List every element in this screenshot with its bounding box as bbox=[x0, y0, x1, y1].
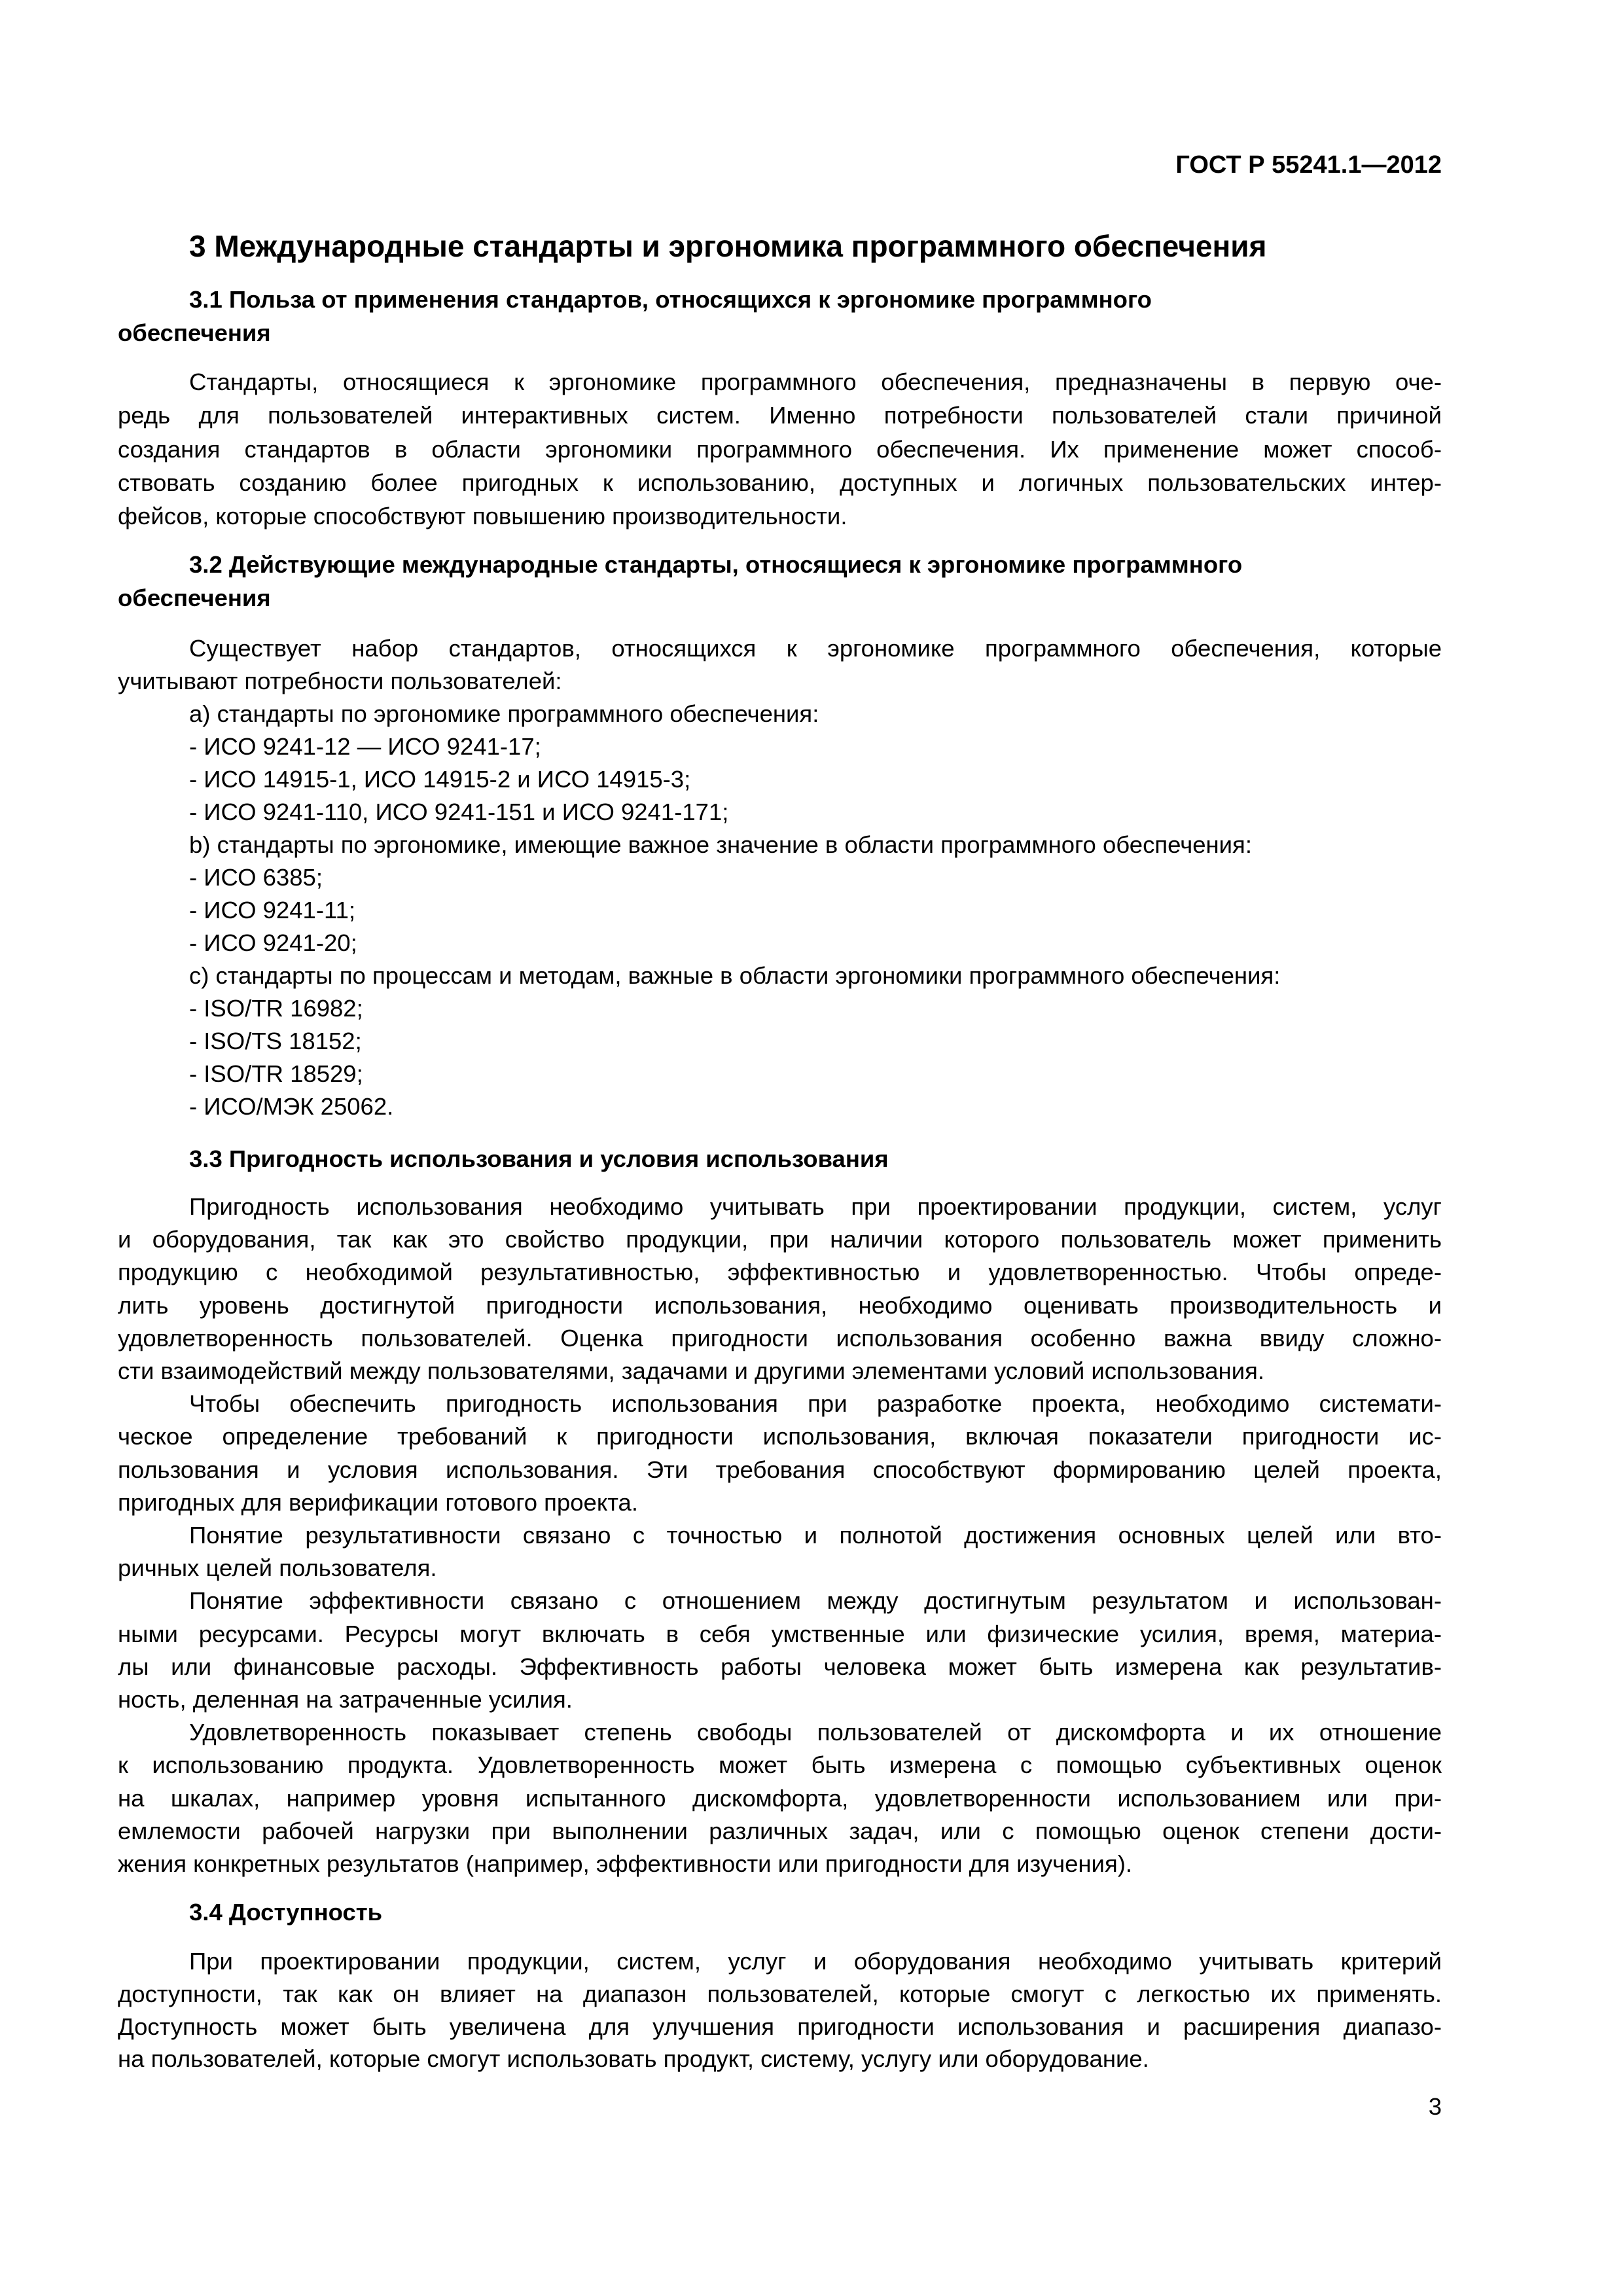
paragraph-line: емлемости рабочей нагрузки при выполнении различных задач, или с помощью оценок степени дости- bbox=[118, 1817, 1442, 1844]
paragraph-line: пользования и условия использования. Эти требования способствуют формированию целей проекта, bbox=[118, 1456, 1442, 1483]
list-item: - ИСО 9241-110, ИСО 9241-151 и ИСО 9241-171; bbox=[189, 798, 729, 825]
paragraph-line: ричных целей пользователя. bbox=[118, 1554, 437, 1582]
heading-line: 3.2 Действующие международные стандарты, относящиеся к эргономике программного bbox=[189, 551, 1243, 578]
paragraph-line: При проектировании продукции, систем, услуг и оборудования необходимо учитывать критерий bbox=[189, 1948, 1442, 1975]
paragraph bbox=[118, 1585, 1442, 1716]
standards-list bbox=[118, 698, 1442, 1123]
paragraph-line: продукцию с необходимой результативностью, эффективностью и удовлетворенностью. Чтобы опреде- bbox=[118, 1259, 1442, 1286]
heading-line: обеспечения bbox=[118, 319, 271, 347]
paragraph-line: на пользователей, которые смогут использовать продукт, систему, услугу или оборудование. bbox=[118, 2045, 1149, 2073]
paragraph-line: доступности, так как он влияет на диапазон пользователей, которые смогут с легкостью их применять. bbox=[118, 1980, 1442, 2007]
list-item: - ИСО 9241-11; bbox=[189, 897, 356, 924]
page-number: 3 bbox=[1428, 2093, 1442, 2120]
paragraph-line: сти взаимодействий между пользователями, задачами и другими элементами условий использования. bbox=[118, 1357, 1264, 1385]
list-item: - ИСО 9241-20; bbox=[189, 929, 357, 956]
heading-line: 3.4 Доступность bbox=[189, 1899, 383, 1926]
paragraph-line: Удовлетворенность показывает степень свободы пользователей от дискомфорта и их отношение bbox=[189, 1719, 1442, 1746]
heading-line: обеспечения bbox=[118, 584, 271, 612]
paragraph-line: Понятие эффективности связано с отношением между достигнутым результатом и использован- bbox=[189, 1587, 1442, 1615]
paragraph-line: на шкалах, например уровня испытанного дискомфорта, удовлетворенности использованием или при- bbox=[118, 1784, 1442, 1812]
list-item: - ISO/TS 18152; bbox=[189, 1028, 362, 1054]
paragraph-line: лить уровень достигнутой пригодности использования, необходимо оценивать производительность и bbox=[118, 1291, 1442, 1319]
paragraph-line: ческое определение требований к пригодности использования, включая показатели пригодности ис- bbox=[118, 1423, 1442, 1450]
list-item: c) стандарты по процессам и методам, важные в области эргономики программного обеспечения: bbox=[189, 962, 1281, 989]
paragraph-line: учитывают потребности пользователей: bbox=[118, 668, 562, 694]
paragraph bbox=[118, 365, 1442, 533]
heading-line: 3.1 Польза от применения стандартов, относящихся к эргономике программного bbox=[189, 286, 1152, 313]
list-item: - ИСО 9241-12 — ИСО 9241-17; bbox=[189, 733, 541, 760]
paragraph-line: Стандарты, относящиеся к эргономике программного обеспечения, предназначены в первую оче- bbox=[189, 368, 1442, 395]
paragraph-line: жения конкретных результатов (например, эффективности или пригодности для изучения). bbox=[118, 1850, 1133, 1878]
paragraph bbox=[118, 1519, 1442, 1585]
subsection-body bbox=[118, 1945, 1442, 2075]
paragraph-line: фейсов, которые способствуют повышению производительности. bbox=[118, 503, 847, 530]
paragraph-line: пригодных для верификации готового проекта. bbox=[118, 1488, 638, 1516]
list-item: b) стандарты по эргономике, имеющие важное значение в области программного обеспечения: bbox=[189, 831, 1252, 858]
subsection-body bbox=[118, 1191, 1442, 1880]
paragraph-line: Доступность может быть увеличена для улучшения пригодности использования и расширения диапазо- bbox=[118, 2013, 1442, 2040]
paragraph-line: ными ресурсами. Ресурсы могут включать в себя умственные или физические усилия, время, материа- bbox=[118, 1620, 1442, 1647]
subsection-heading bbox=[118, 548, 1442, 615]
subsection-heading bbox=[118, 283, 1442, 350]
list-item: - ISO/TR 18529; bbox=[189, 1060, 363, 1087]
paragraph-line: создания стандартов в области эргономики программного обеспечения. Их применение может способ- bbox=[118, 435, 1442, 463]
subsection-body bbox=[118, 632, 1442, 1123]
heading-line: 3.3 Пригодность использования и условия использования bbox=[189, 1145, 889, 1172]
paragraph-line: Существует набор стандартов, относящихся к эргономике программного обеспечения, которые bbox=[189, 635, 1442, 662]
paragraph-line: ствовать созданию более пригодных к использованию, доступных и логичных пользовательских интер- bbox=[118, 469, 1442, 496]
list-item: - ИСО 6385; bbox=[189, 864, 323, 891]
subsection-heading bbox=[118, 1142, 1442, 1175]
paragraph-line: лы или финансовые расходы. Эффективность работы человека может быть измерена как результатив- bbox=[118, 1653, 1442, 1680]
paragraph bbox=[118, 1191, 1442, 1388]
list-item: - ИСО/МЭК 25062. bbox=[189, 1093, 394, 1120]
list-item: - ИСО 14915-1, ИСО 14915-2 и ИСО 14915-3; bbox=[189, 766, 691, 793]
paragraph bbox=[118, 1716, 1442, 1880]
list-item: a) стандарты по эргономике программного обеспечения: bbox=[189, 700, 819, 727]
paragraph-line: Понятие результативности связано с точностью и полнотой достижения основных целей или вто- bbox=[189, 1522, 1442, 1549]
paragraph bbox=[118, 632, 1442, 698]
subsection-heading bbox=[118, 1895, 1442, 1929]
paragraph bbox=[118, 1388, 1442, 1519]
paragraph-line: и оборудования, так как это свойство продукции, при наличии которого пользователь может применить bbox=[118, 1226, 1442, 1253]
list-item: - ISO/TR 16982; bbox=[189, 995, 363, 1022]
section-title: 3 Международные стандарты и эргономика программного обеспечения bbox=[189, 229, 1267, 263]
paragraph bbox=[118, 1945, 1442, 2075]
paragraph-line: ность, деленная на затраченные усилия. bbox=[118, 1686, 573, 1713]
paragraph-line: Чтобы обеспечить пригодность использования при разработке проекта, необходимо системати- bbox=[189, 1390, 1442, 1418]
document-number-header: ГОСТ Р 55241.1—2012 bbox=[1175, 151, 1442, 179]
paragraph-line: к использованию продукта. Удовлетворенность может быть измерена с помощью субъективных оценок bbox=[118, 1751, 1442, 1779]
paragraph-line: Пригодность использования необходимо учитывать при проектировании продукции, систем, услуг bbox=[189, 1193, 1442, 1220]
subsection-body bbox=[118, 365, 1442, 533]
paragraph-line: редь для пользователей интерактивных систем. Именно потребности пользователей стали причиной bbox=[118, 402, 1442, 429]
paragraph-line: удовлетворенность пользователей. Оценка пригодности использования особенно важна ввиду сложно- bbox=[118, 1324, 1442, 1352]
